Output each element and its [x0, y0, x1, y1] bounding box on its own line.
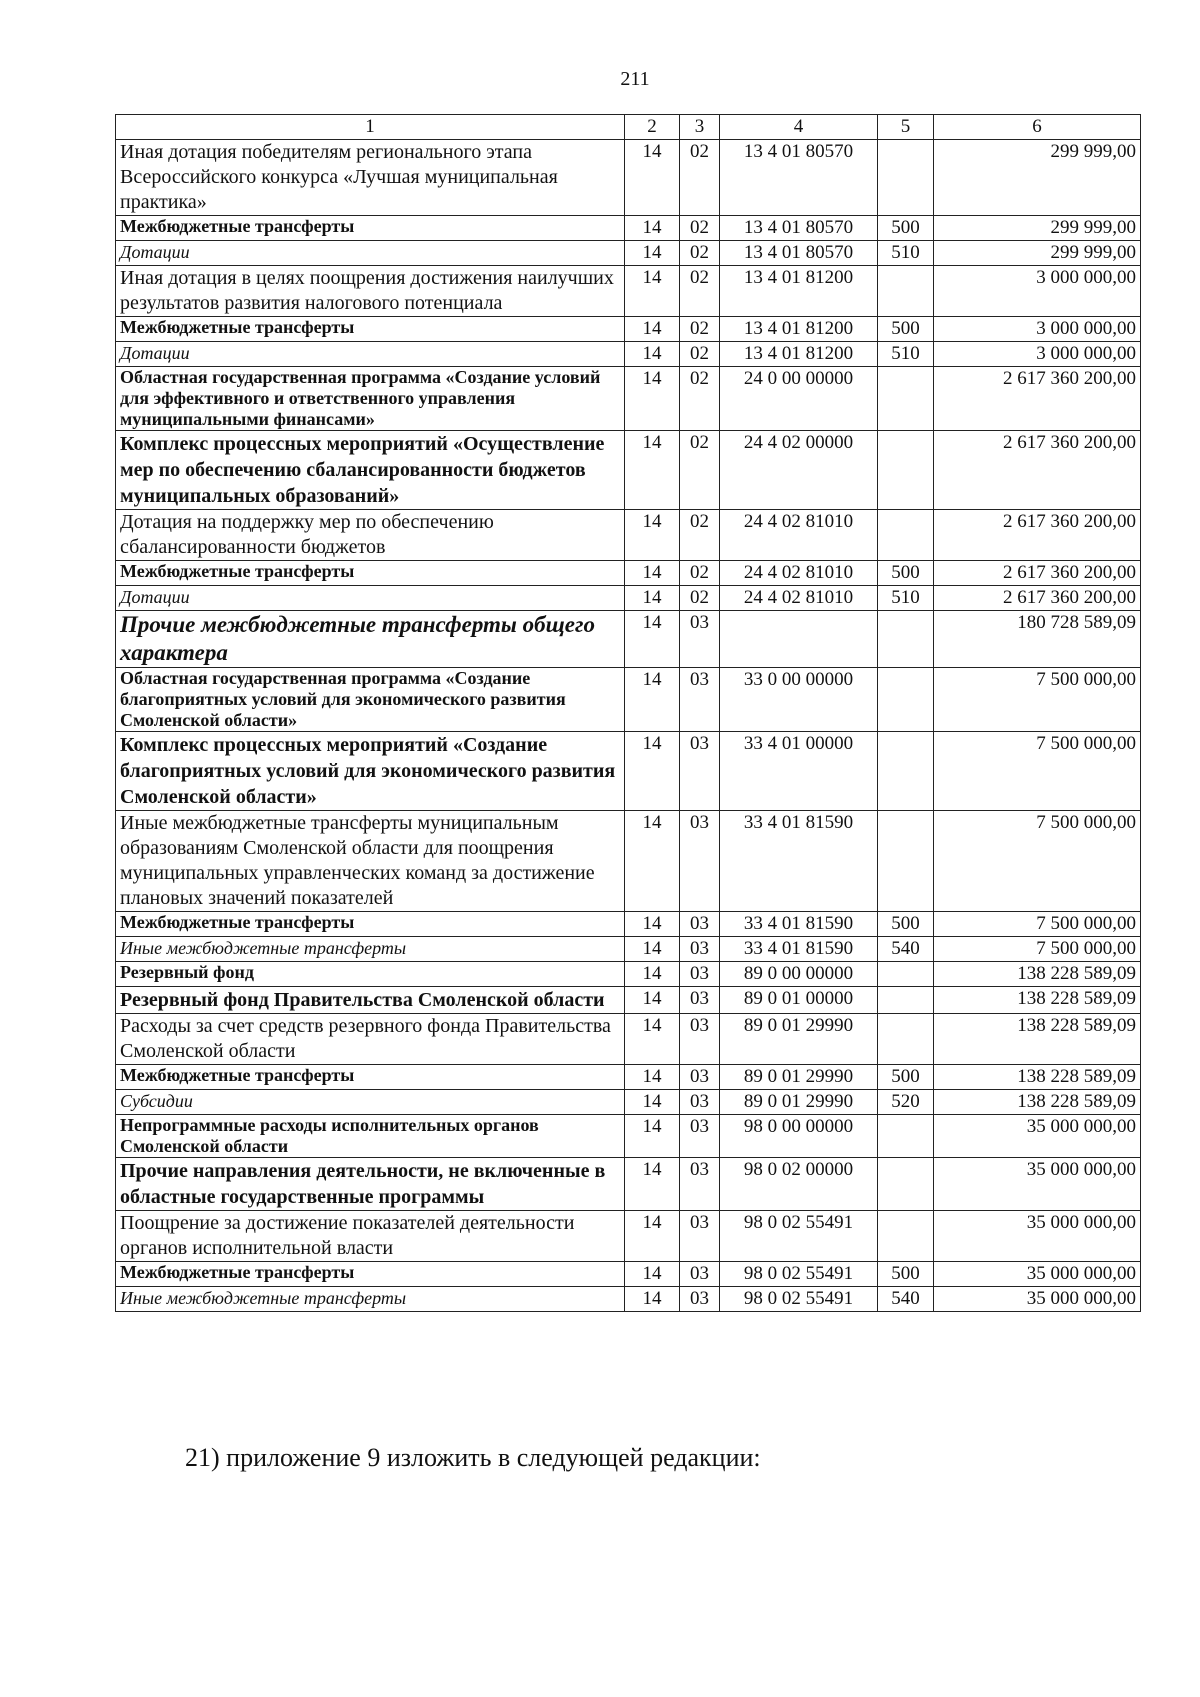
row-name: Областная государственная программа «Создание благоприятных условий для экономического развития Смоленской области»	[116, 668, 625, 732]
row-amount: 7 500 000,00	[934, 912, 1141, 937]
row-subsection: 02	[680, 140, 720, 216]
row-amount: 35 000 000,00	[934, 1211, 1141, 1262]
row-expense-type: 500	[878, 1065, 934, 1090]
row-subsection: 02	[680, 367, 720, 431]
row-name: Иная дотация в целях поощрения достижения наилучших результатов развития налогового потенциала	[116, 266, 625, 317]
table-row	[116, 367, 1141, 431]
row-target-code: 89 0 01 29990	[720, 1090, 878, 1115]
row-name: Резервный фонд	[116, 962, 625, 987]
row-target-code: 33 4 01 00000	[720, 732, 878, 811]
row-target-code: 24 4 02 00000	[720, 431, 878, 510]
row-expense-type: 540	[878, 937, 934, 962]
row-target-code: 13 4 01 81200	[720, 342, 878, 367]
row-name: Комплекс процессных мероприятий «Создание благоприятных условий для экономического развития Смоленской области»	[116, 732, 625, 811]
table-row	[116, 586, 1141, 611]
row-target-code: 24 4 02 81010	[720, 510, 878, 561]
row-subsection: 02	[680, 266, 720, 317]
row-section: 14	[625, 367, 680, 431]
row-amount: 299 999,00	[934, 216, 1141, 241]
row-target-code: 98 0 00 00000	[720, 1115, 878, 1158]
row-section: 14	[625, 1115, 680, 1158]
row-subsection: 03	[680, 912, 720, 937]
row-subsection: 03	[680, 668, 720, 732]
row-section: 14	[625, 1262, 680, 1287]
row-amount: 35 000 000,00	[934, 1262, 1141, 1287]
row-target-code: 13 4 01 80570	[720, 241, 878, 266]
row-expense-type	[878, 1211, 934, 1262]
row-name: Иные межбюджетные трансферты	[116, 937, 625, 962]
row-name: Прочие межбюджетные трансферты общего характера	[116, 611, 625, 668]
row-name: Поощрение за достижение показателей деятельности органов исполнительной власти	[116, 1211, 625, 1262]
row-section: 14	[625, 1014, 680, 1065]
row-amount: 2 617 360 200,00	[934, 586, 1141, 611]
row-expense-type	[878, 811, 934, 912]
row-subsection: 03	[680, 732, 720, 811]
row-target-code: 98 0 02 55491	[720, 1287, 878, 1312]
row-expense-type	[878, 668, 934, 732]
row-amount: 138 228 589,09	[934, 987, 1141, 1014]
table-row	[116, 1014, 1141, 1065]
row-expense-type: 500	[878, 216, 934, 241]
row-section: 14	[625, 912, 680, 937]
row-expense-type	[878, 510, 934, 561]
row-section: 14	[625, 1211, 680, 1262]
row-amount: 138 228 589,09	[934, 962, 1141, 987]
row-expense-type	[878, 431, 934, 510]
table-row	[116, 241, 1141, 266]
row-target-code: 33 4 01 81590	[720, 811, 878, 912]
row-section: 14	[625, 1090, 680, 1115]
row-section: 14	[625, 510, 680, 561]
row-amount: 3 000 000,00	[934, 266, 1141, 317]
row-name: Иные межбюджетные трансферты	[116, 1287, 625, 1312]
row-name: Непрограммные расходы исполнительных органов Смоленской области	[116, 1115, 625, 1158]
table-row	[116, 1090, 1141, 1115]
row-subsection: 03	[680, 1158, 720, 1211]
row-expense-type: 500	[878, 1262, 934, 1287]
table-row	[116, 1287, 1141, 1312]
header-col-6: 6	[934, 115, 1141, 140]
table-row	[116, 1211, 1141, 1262]
row-subsection: 03	[680, 987, 720, 1014]
row-expense-type: 510	[878, 241, 934, 266]
row-target-code: 13 4 01 81200	[720, 317, 878, 342]
row-section: 14	[625, 937, 680, 962]
row-target-code: 89 0 01 29990	[720, 1065, 878, 1090]
row-target-code: 24 4 02 81010	[720, 561, 878, 586]
table-row	[116, 510, 1141, 561]
row-subsection: 03	[680, 811, 720, 912]
row-target-code: 33 4 01 81590	[720, 937, 878, 962]
row-target-code: 13 4 01 80570	[720, 140, 878, 216]
row-subsection: 03	[680, 1115, 720, 1158]
row-target-code: 98 0 02 55491	[720, 1211, 878, 1262]
row-name: Дотации	[116, 342, 625, 367]
row-section: 14	[625, 586, 680, 611]
table-row	[116, 1262, 1141, 1287]
row-amount: 2 617 360 200,00	[934, 431, 1141, 510]
row-subsection: 02	[680, 510, 720, 561]
row-amount: 2 617 360 200,00	[934, 561, 1141, 586]
row-amount: 7 500 000,00	[934, 811, 1141, 912]
row-subsection: 03	[680, 937, 720, 962]
row-amount: 180 728 589,09	[934, 611, 1141, 668]
row-expense-type: 500	[878, 561, 934, 586]
row-expense-type	[878, 140, 934, 216]
row-amount: 7 500 000,00	[934, 668, 1141, 732]
row-target-code: 24 4 02 81010	[720, 586, 878, 611]
row-target-code: 33 0 00 00000	[720, 668, 878, 732]
row-section: 14	[625, 732, 680, 811]
table-row	[116, 611, 1141, 668]
row-amount: 2 617 360 200,00	[934, 367, 1141, 431]
row-section: 14	[625, 962, 680, 987]
row-name: Комплекс процессных мероприятий «Осуществление мер по обеспечению сбалансированности бюджетов муниципальных образований»	[116, 431, 625, 510]
row-section: 14	[625, 1158, 680, 1211]
table-header-row	[116, 115, 1141, 140]
row-target-code: 13 4 01 80570	[720, 216, 878, 241]
row-subsection: 02	[680, 431, 720, 510]
row-expense-type: 510	[878, 342, 934, 367]
row-expense-type: 540	[878, 1287, 934, 1312]
row-amount: 138 228 589,09	[934, 1014, 1141, 1065]
header-col-5: 5	[878, 115, 934, 140]
table-row	[116, 1158, 1141, 1211]
table-row	[116, 342, 1141, 367]
row-subsection: 02	[680, 216, 720, 241]
row-subsection: 02	[680, 586, 720, 611]
row-section: 14	[625, 140, 680, 216]
header-col-4: 4	[720, 115, 878, 140]
row-amount: 299 999,00	[934, 241, 1141, 266]
header-col-1: 1	[116, 115, 625, 140]
row-expense-type	[878, 266, 934, 317]
row-target-code: 98 0 02 00000	[720, 1158, 878, 1211]
row-expense-type	[878, 1158, 934, 1211]
header-col-2: 2	[625, 115, 680, 140]
table-row	[116, 987, 1141, 1014]
row-name: Межбюджетные трансферты	[116, 216, 625, 241]
row-expense-type	[878, 611, 934, 668]
table-row	[116, 266, 1141, 317]
row-name: Межбюджетные трансферты	[116, 912, 625, 937]
row-target-code: 98 0 02 55491	[720, 1262, 878, 1287]
table-row	[116, 561, 1141, 586]
row-subsection: 03	[680, 1090, 720, 1115]
row-target-code: 89 0 01 00000	[720, 987, 878, 1014]
row-section: 14	[625, 668, 680, 732]
row-name: Иные межбюджетные трансферты муниципальным образованиям Смоленской области для поощрения муниципальных управленческих команд за достижение плановых значений показателей	[116, 811, 625, 912]
header-col-3: 3	[680, 115, 720, 140]
row-name: Дотации	[116, 586, 625, 611]
row-section: 14	[625, 1287, 680, 1312]
row-name: Субсидии	[116, 1090, 625, 1115]
row-section: 14	[625, 987, 680, 1014]
row-subsection: 03	[680, 1211, 720, 1262]
row-amount: 7 500 000,00	[934, 937, 1141, 962]
row-expense-type: 510	[878, 586, 934, 611]
row-subsection: 02	[680, 342, 720, 367]
row-target-code: 24 0 00 00000	[720, 367, 878, 431]
row-expense-type	[878, 1014, 934, 1065]
page-number: 211	[620, 68, 650, 90]
row-section: 14	[625, 431, 680, 510]
table-row	[116, 668, 1141, 732]
table-row	[116, 317, 1141, 342]
row-subsection: 03	[680, 1287, 720, 1312]
row-name: Иная дотация победителям регионального этапа Всероссийского конкурса «Лучшая муниципальная практика»	[116, 140, 625, 216]
budget-table	[115, 114, 1141, 1312]
row-name: Межбюджетные трансферты	[116, 317, 625, 342]
row-expense-type: 500	[878, 912, 934, 937]
row-section: 14	[625, 241, 680, 266]
table-body	[116, 140, 1141, 1312]
row-amount: 138 228 589,09	[934, 1090, 1141, 1115]
row-amount: 138 228 589,09	[934, 1065, 1141, 1090]
row-expense-type	[878, 367, 934, 431]
row-expense-type	[878, 732, 934, 811]
row-subsection: 02	[680, 317, 720, 342]
row-expense-type	[878, 1115, 934, 1158]
row-name: Прочие направления деятельности, не включенные в областные государственные программы	[116, 1158, 625, 1211]
row-name: Областная государственная программа «Создание условий для эффективного и ответственного управления муниципальными финансами»	[116, 367, 625, 431]
table-row	[116, 1115, 1141, 1158]
row-subsection: 03	[680, 1262, 720, 1287]
row-section: 14	[625, 611, 680, 668]
row-name: Резервный фонд Правительства Смоленской области	[116, 987, 625, 1014]
row-section: 14	[625, 317, 680, 342]
row-subsection: 02	[680, 561, 720, 586]
row-name: Межбюджетные трансферты	[116, 561, 625, 586]
row-amount: 35 000 000,00	[934, 1115, 1141, 1158]
row-amount: 35 000 000,00	[934, 1158, 1141, 1211]
row-expense-type	[878, 962, 934, 987]
table-row	[116, 216, 1141, 241]
row-target-code: 89 0 01 29990	[720, 1014, 878, 1065]
row-amount: 7 500 000,00	[934, 732, 1141, 811]
table-row	[116, 140, 1141, 216]
row-name: Расходы за счет средств резервного фонда Правительства Смоленской области	[116, 1014, 625, 1065]
table-row	[116, 732, 1141, 811]
row-amount: 3 000 000,00	[934, 317, 1141, 342]
row-section: 14	[625, 561, 680, 586]
row-name: Межбюджетные трансферты	[116, 1065, 625, 1090]
row-subsection: 02	[680, 241, 720, 266]
footer-instruction: 21) приложение 9 изложить в следующей редакции:	[185, 1443, 761, 1472]
row-target-code: 33 4 01 81590	[720, 912, 878, 937]
table-row	[116, 431, 1141, 510]
row-section: 14	[625, 342, 680, 367]
row-name: Дотация на поддержку мер по обеспечению сбалансированности бюджетов	[116, 510, 625, 561]
row-subsection: 03	[680, 962, 720, 987]
row-target-code: 13 4 01 81200	[720, 266, 878, 317]
row-section: 14	[625, 216, 680, 241]
row-target-code: 89 0 00 00000	[720, 962, 878, 987]
table-row	[116, 962, 1141, 987]
table-row	[116, 912, 1141, 937]
table-row	[116, 937, 1141, 962]
row-section: 14	[625, 266, 680, 317]
row-amount: 2 617 360 200,00	[934, 510, 1141, 561]
row-subsection: 03	[680, 1065, 720, 1090]
row-subsection: 03	[680, 611, 720, 668]
row-expense-type	[878, 987, 934, 1014]
row-subsection: 03	[680, 1014, 720, 1065]
row-amount: 35 000 000,00	[934, 1287, 1141, 1312]
row-amount: 299 999,00	[934, 140, 1141, 216]
row-name: Дотации	[116, 241, 625, 266]
row-section: 14	[625, 811, 680, 912]
row-name: Межбюджетные трансферты	[116, 1262, 625, 1287]
row-target-code	[720, 611, 878, 668]
row-amount: 3 000 000,00	[934, 342, 1141, 367]
row-expense-type: 520	[878, 1090, 934, 1115]
table-row	[116, 1065, 1141, 1090]
table-row	[116, 811, 1141, 912]
row-expense-type: 500	[878, 317, 934, 342]
row-section: 14	[625, 1065, 680, 1090]
